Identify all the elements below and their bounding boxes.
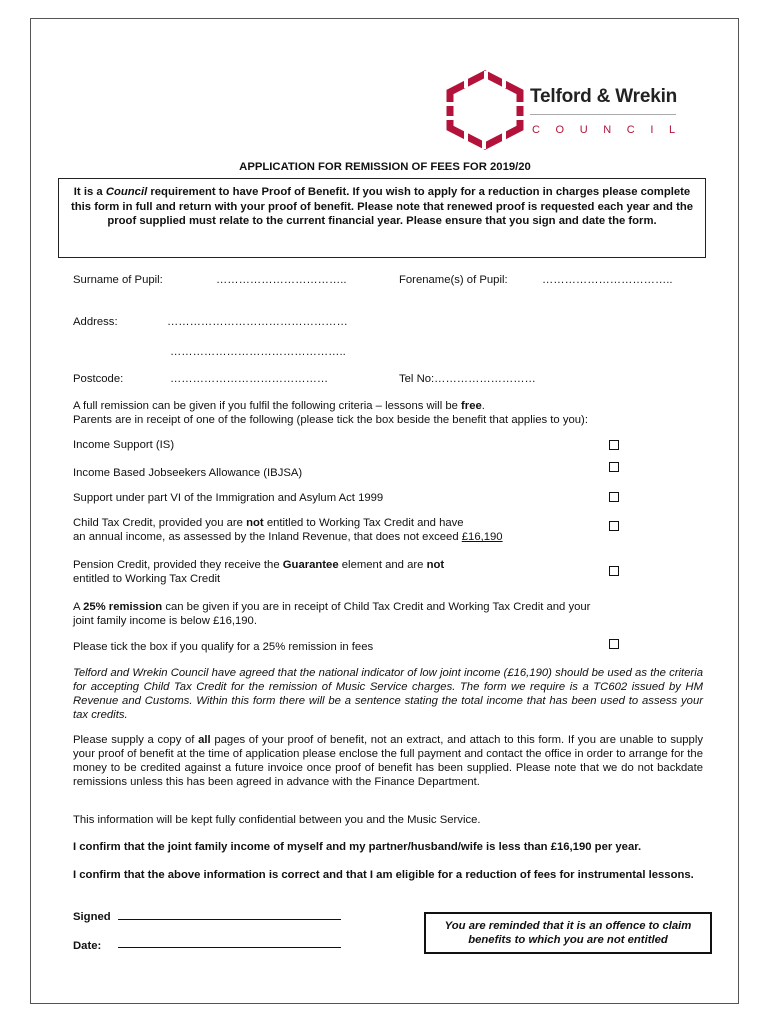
- telno-label: [399, 372, 536, 386]
- checkbox-pension-credit[interactable]: [609, 566, 619, 576]
- partial-remission-line2: joint family income is below £16,190.: [73, 615, 257, 627]
- partial-text-b: can be given if you are in receipt of Child Tax Credit and Working Tax Credit and your: [162, 601, 591, 613]
- address-label: Address:: [73, 316, 118, 328]
- confirm-income: I confirm that the joint family income of myself and my partner/husband/wife is less than £16,190 per year.: [73, 841, 642, 853]
- supply-text-b: pages of your proof of benefit, not an extract, and attach to this form. If you are unable to supply your proof of benefit at the time of application please enclose the full payment and contact the office in order to arrange for the money to be credited against a future invoice once proof of benefit has been supplied. Please note that we do not backdate remissions unless this has been agreed in advance with the Finance Department.: [73, 734, 703, 788]
- forename-label: Forename(s) of Pupil:: [399, 274, 508, 286]
- benefit-child-tax-credit: [73, 516, 464, 530]
- benefit-immigration: Support under part VI of the Immigration and Asylum Act 1999: [73, 492, 384, 504]
- confidential-text: This information will be kept fully confidential between you and the Music Service.: [73, 814, 481, 826]
- criteria-text-a: A full remission can be given if you fulfil the following criteria – lessons will be: [73, 400, 462, 412]
- address-field-line2[interactable]: ………………………………………..: [170, 346, 346, 358]
- checkbox-immigration[interactable]: [609, 492, 619, 502]
- ctc-amount: £16,190: [461, 531, 503, 543]
- ctc-text-b: entitled to Working Tax Credit and have: [263, 517, 464, 529]
- postcode-label: Postcode:: [73, 373, 124, 385]
- ctc-text-a: Child Tax Credit, provided you are: [73, 517, 247, 529]
- logo-name: Telford & Wrekin: [530, 86, 678, 107]
- postcode-field[interactable]: ……………………………………: [170, 373, 329, 385]
- pension-not: not: [426, 559, 445, 571]
- forename-field[interactable]: ……………………………..: [542, 274, 673, 286]
- checkbox-partial-remission[interactable]: [609, 639, 619, 649]
- council-logo-icon: [440, 68, 530, 150]
- form-title: APPLICATION FOR REMISSION OF FEES FOR 2019/20: [239, 161, 531, 173]
- confirm-eligibility: I confirm that the above information is correct and that I am eligible for a reduction of fees for instrumental lessons.: [73, 869, 694, 881]
- surname-field[interactable]: ……………………………..: [216, 274, 347, 286]
- partial-bold: 25% remission: [83, 601, 163, 613]
- pension-text-b: element and are: [338, 559, 427, 571]
- checkbox-ibjsa[interactable]: [609, 462, 619, 472]
- criteria-free: free: [461, 400, 482, 412]
- surname-label: Surname of Pupil:: [73, 274, 163, 286]
- checkbox-income-support[interactable]: [609, 440, 619, 450]
- ctc-line2: an annual income, as assessed by the Inland Revenue, that does not exceed: [73, 531, 462, 543]
- pension-text-a: Pension Credit, provided they receive the: [73, 559, 283, 571]
- signed-label: Signed: [73, 911, 111, 923]
- benefit-pension-credit-line2: entitled to Working Tax Credit: [73, 573, 221, 585]
- supply-paragraph: [73, 733, 703, 789]
- partial-remission-tick-text: Please tick the box if you qualify for a 25% remission in fees: [73, 641, 374, 653]
- indicator-paragraph: Telford and Wrekin Council have agreed that the national indicator of low joint income (£16,190) should be used as the criteria for accepting Child Tax Credit for the remission of Music Service charges. The form we require is a TC602 issued by HM Revenue and Customs. Within this form there will be a sentence stating the total income that has been used to assess your tax credits.: [73, 667, 703, 721]
- benefit-ibjsa: Income Based Jobseekers Allowance (IBJSA): [73, 467, 303, 479]
- benefit-income-support: Income Support (IS): [73, 439, 175, 451]
- telno-label-text: Tel No:: [399, 373, 435, 385]
- supply-all: all: [198, 734, 211, 746]
- supply-text-a: Please supply a copy of: [73, 734, 199, 746]
- partial-remission-line1: [73, 600, 590, 614]
- benefit-child-tax-credit-line2: [73, 530, 503, 544]
- pension-guarantee: Guarantee: [282, 559, 339, 571]
- criteria-text-b: .: [481, 400, 485, 412]
- criteria-intro-line1: [73, 399, 485, 413]
- checkbox-child-tax-credit[interactable]: [609, 521, 619, 531]
- reminder-box: You are reminded that it is an offence to claim benefits to which you are not entitled: [424, 912, 712, 954]
- address-field-line1[interactable]: …………………………………………: [167, 316, 348, 328]
- date-line[interactable]: [118, 947, 341, 948]
- partial-text-a: A: [73, 601, 84, 613]
- ctc-not: not: [246, 517, 264, 529]
- logo-divider: [530, 114, 676, 115]
- telno-field[interactable]: ………………………: [434, 373, 536, 385]
- notice-part2: requirement to have Proof of Benefit. If you wish to apply for a reduction in charges please complete this form in full and return with your proof of benefit. Please note that renewed proof is requested each year and the proof supplied must relate to the current financial year. Please ensure that you sign and date the form.: [70, 186, 694, 228]
- date-label: Date:: [73, 940, 102, 952]
- notice-part1: It is a: [73, 186, 106, 198]
- notice-box: [58, 178, 706, 258]
- signature-line[interactable]: [118, 919, 341, 920]
- notice-council: Council: [105, 186, 148, 198]
- logo-council: COUNCIL: [532, 124, 691, 136]
- benefit-pension-credit: [73, 558, 444, 572]
- criteria-intro-line2: Parents are in receipt of one of the following (please tick the box beside the benefit that applies to you):: [73, 414, 588, 426]
